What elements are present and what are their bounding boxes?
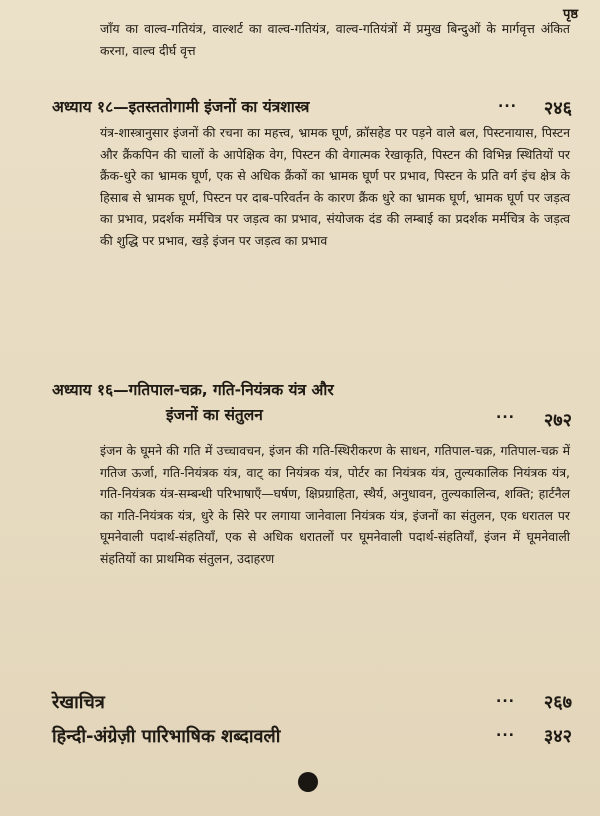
chapter-19-title-line1: अध्याय १६—गतिपाल-चक्र, गति-नियंत्रक यंत्र और (52, 381, 334, 399)
chapter-18-title: अध्याय १८—इतस्ततोगामी इंजनों का यंत्रशास्त्र (52, 98, 310, 116)
chapter-18-page-number: २४६ (543, 98, 572, 119)
intro-paragraph: जाँय का वाल्व-गतियंत्र, वाल्शर्ट का वाल्व-गतियंत्र, वाल्व-गतियंत्रों में प्रमुख बिन्दुओं के मार्गवृत्त अंकित करना, वाल्व दीर्घ वृत्त (100, 21, 570, 58)
entry-glossary-page-number: ३४२ (543, 726, 572, 747)
entry-diagrams-leader-dots: ... (496, 690, 515, 706)
page-column-label: पृष्ठ (562, 7, 578, 22)
chapter-19-description: इंजन के घूमने की गति में उच्चावचन, इंजन की गति-स्थिरीकरण के साधन, गतिपाल-चक्र, गतिपाल-चक्र में गतिज ऊर्जा, गति-नियंत्रक यंत्र, वाट् का नियंत्रक यंत्र, पोर्टर का नियंत्रक यंत्र, तुल्यकालिक नियंत्रक यंत्र, गति-नियंत्रक यंत्र-सम्बन्धी परिभाषाएँ—घर्षण, क्षिप्रग्राहिता, स्थैर्य, अनुधावन, तुल्यकालिन्व, शक्ति; हार्टनैल का गति-नियंत्रक यंत्र, धुरे के सिरे पर लगाया जानेवाला नियंत्रक यंत्र, इंजनों का संतुलन, एक धरातल पर घूमनेवाली पदार्थ-संहतियाँ, एक से अधिक धरातलों पर घूमनेवाली पदार्थ-संहतियाँ, इंजन में घूमनेवाली संहतियों का प्राथमिक संतुलन, उदाहरण (100, 443, 570, 566)
chapter-18-description: यंत्र-शास्त्रानुसार इंजनों की रचना का महत्त्व, भ्रामक घूर्ण, क्रॉसहेड पर पड़ने वाले बल, पिस्टनायास, पिस्टन और क्रैंकपिन की चालों के आपेक्षिक वेग, पिस्टन की वेगात्मक रेखाकृति, पिस्टन की विभिन्न स्थितियों पर क्रैंक-धुरे का भ्रामक घूर्ण, एक से अधिक क्रैंकों का भ्रामक घूर्ण पर प्रभाव, पिस्टन के प्रति वर्ग इंच क्षेत्र के हिसाब से भ्रामक घूर्ण, पिस्टन पर दाब-परिवर्तन के कारण क्रैंक धुरे का भ्रामक घूर्ण, भ्रामक घूर्ण पर जड़त्व का प्रभाव, प्रदर्शक मर्मचित्र पर जड़त्व का प्रभाव, संयोजक दंड की लम्बाई का प्रदर्शक मर्मचित्र के जड़त्व की शुद्धि पर प्रभाव, खड़े इंजन पर जड़त्व का प्रभाव (100, 125, 570, 248)
chapter-18-leader-dots: ... (498, 95, 517, 111)
page-marker-dot (298, 772, 318, 792)
entry-diagrams-page-number: २६७ (543, 692, 572, 713)
entry-glossary-title: हिन्दी-अंग्रेज़ी पारिभाषिक शब्दावली (52, 726, 281, 747)
entry-diagrams-title: रेखाचित्र (52, 692, 105, 713)
chapter-19-page-number: २७२ (543, 410, 572, 431)
chapter-19-title-line2: इंजनों का संतुलन (166, 406, 263, 424)
entry-glossary-leader-dots: ... (496, 724, 515, 740)
chapter-19-leader-dots: ... (496, 406, 515, 422)
